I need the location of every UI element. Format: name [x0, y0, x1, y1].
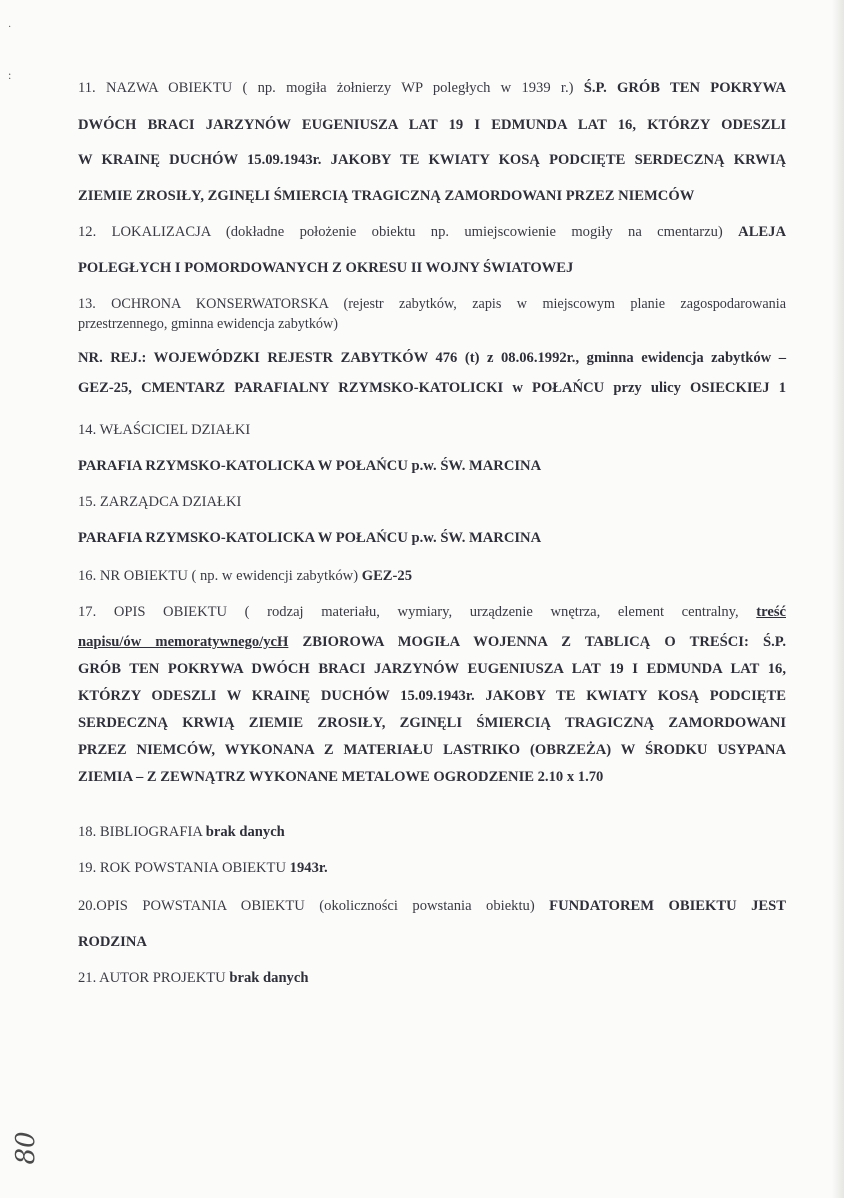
item-20-line-2: RODZINA — [78, 934, 147, 950]
item-11-line-4: ZIEMIE ZROSIŁY, ZGINĘLI ŚMIERCIĄ TRAGICZNĄ ZAMORDOWANI PRZEZ NIEMCÓW — [78, 188, 695, 204]
scan-speck: · — [8, 22, 12, 33]
item-13-label-2: przestrzennego, gminna ewidencja zabytków) — [78, 316, 338, 332]
item-13-label-1: 13. OCHRONA KONSERWATORSKA (rejestr zabytków, zapis w miejscowym planie zagospodarowania — [78, 296, 786, 312]
item-14-value: PARAFIA RZYMSKO-KATOLICKA W POŁAŃCU p.w. ŚW. MARCINA — [78, 458, 542, 474]
item-17-line-2: napisu/ów memoratywnego/ycH ZBIOROWA MOGIŁA WOJENNA Z TABLICĄ O TREŚCI: Ś.P. — [78, 634, 786, 650]
item-19: 19. ROK POWSTANIA OBIEKTU 1943r. — [78, 860, 328, 876]
item-12-line-2: POLEGŁYCH I POMORDOWANYCH Z OKRESU II WOJNY ŚWIATOWEJ — [78, 260, 574, 276]
item-13-value-2: GEZ-25, CMENTARZ PARAFIALNY RZYMSKO-KATOLICKI w POŁAŃCU przy ulicy OSIECKIEJ 1 — [78, 380, 786, 396]
item-17-line-7: ZIEMIA – Z ZEWNĄTRZ WYKONANE METALOWE OGRODZENIE 2.10 x 1.70 — [78, 769, 604, 785]
scan-speck: : — [8, 68, 12, 82]
item-20-line-1: 20.OPIS POWSTANIA OBIEKTU (okoliczności powstania obiektu) FUNDATOREM OBIEKTU JEST — [78, 898, 786, 914]
item-15-label: 15. ZARZĄDCA DZIAŁKI — [78, 494, 242, 510]
item-17-line-5: SERDECZNĄ KRWIĄ ZIEMIE ZROSIŁY, ZGINĘLI ŚMIERCIĄ TRAGICZNĄ ZAMORDOWANI — [78, 715, 786, 731]
item-11-line-1: 11. NAZWA OBIEKTU ( np. mogiła żołnierzy WP poległych w 1939 r.) Ś.P. GRÓB TEN POKRYWA — [78, 80, 786, 96]
item-16: 16. NR OBIEKTU ( np. w ewidencji zabytków) GEZ-25 — [78, 568, 412, 584]
item-18: 18. BIBLIOGRAFIA brak danych — [78, 824, 285, 840]
item-14-label: 14. WŁAŚCICIEL DZIAŁKI — [78, 422, 251, 438]
handwritten-page-mark: 80 — [11, 1131, 41, 1165]
item-11-line-2: DWÓCH BRACI JARZYNÓW EUGENIUSZA LAT 19 I EDMUNDA LAT 16, KTÓRZY ODESZLI — [78, 117, 786, 133]
item-12-line-1: 12. LOKALIZACJA (dokładne położenie obiektu np. umiejscowienie mogiły na cmentarzu) ALEJA — [78, 224, 786, 240]
item-17-line-1: 17. OPIS OBIEKTU ( rodzaj materiału, wymiary, urządzenie wnętrza, element centralny, treść — [78, 604, 786, 620]
item-15-value: PARAFIA RZYMSKO-KATOLICKA W POŁAŃCU p.w. ŚW. MARCINA — [78, 530, 542, 546]
item-11-line-3: W KRAINĘ DUCHÓW 15.09.1943r. JAKOBY TE KWIATY KOSĄ PODCIĘTE SERDECZNĄ KRWIĄ — [78, 152, 786, 168]
item-21: 21. AUTOR PROJEKTU brak danych — [78, 970, 309, 986]
item-17-line-4: KTÓRZY ODESZLI W KRAINĘ DUCHÓW 15.09.1943r. JAKOBY TE KWIATY KOSĄ PODCIĘTE — [78, 688, 786, 704]
scan-edge-shadow — [832, 0, 844, 1198]
item-13-value-1: NR. REJ.: WOJEWÓDZKI REJESTR ZABYTKÓW 476 (t) z 08.06.1992r., gminna ewidencja zabytków – — [78, 350, 786, 366]
item-17-line-6: PRZEZ NIEMCÓW, WYKONANA Z MATERIAŁU LASTRIKO (OBRZEŻA) W ŚRODKU USYPANA — [78, 742, 786, 758]
item-17-line-3: GRÓB TEN POKRYWA DWÓCH BRACI JARZYNÓW EUGENIUSZA LAT 19 I EDMUNDA LAT 16, — [78, 661, 786, 677]
